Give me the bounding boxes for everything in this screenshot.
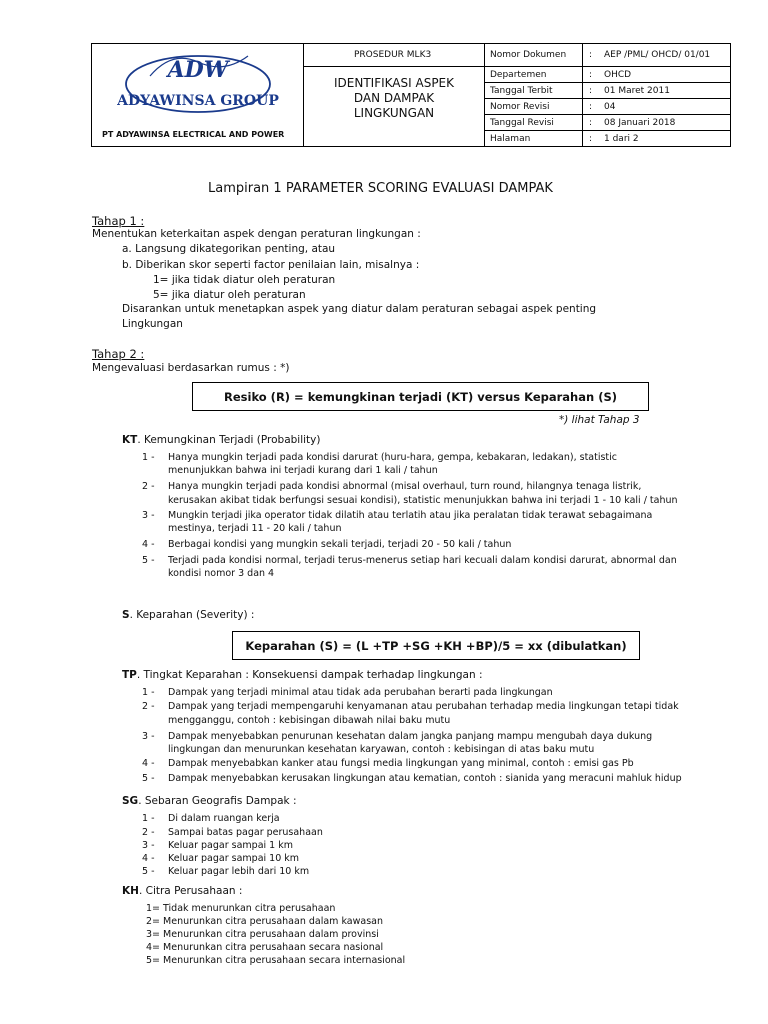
- tp-item-text: Dampak menyebabkan kerusakan lingkungan atau kematian, contoh : sianida yang meracuni mahluk hidup: [168, 773, 682, 784]
- kt-title: . Kemungkinan Terjadi (Probability): [137, 434, 321, 446]
- kh-item: 2= Menurunkan citra perusahaan dalam kawasan: [146, 916, 383, 927]
- kt-item-text: Mungkin terjadi jika operator tidak dilatih atau terlatih atau jika peralatan tidak terawat sebagaimana: [168, 510, 653, 521]
- sg-item-number: 3 -: [142, 840, 155, 851]
- kt-item-text: Hanya mungkin terjadi pada kondisi darurat (huru-hara, gempa, kebakaran, ledakan), statistic: [168, 452, 618, 463]
- title-line: LINGKUNGAN: [353, 106, 435, 120]
- page-heading: Lampiran 1 PARAMETER SCORING EVALUASI DAMPAK: [208, 181, 553, 196]
- kh-title: . Citra Perusahaan :: [138, 885, 243, 897]
- meta-label: Nomor Revisi: [490, 102, 550, 112]
- severity-heading: [122, 609, 254, 622]
- tp-abbr: TP: [122, 669, 137, 681]
- meta-label: Halaman: [490, 134, 531, 144]
- kh-item: 3= Menurunkan citra perusahaan dalam provinsi: [146, 929, 379, 940]
- kt-item-text: mestinya, terjadi 11 - 20 kali / tahun: [168, 523, 342, 534]
- meta-label: Tanggal Terbit: [490, 86, 553, 96]
- severity-formula-box: [232, 631, 640, 660]
- kt-item-text: Hanya mungkin terjadi pada kondisi abnormal (misal overhaul, turn round, hilangnya tenaga listrik,: [168, 481, 642, 492]
- kh-item: 5= Menurunkan citra perusahaan secara internasional: [146, 955, 406, 966]
- tahap2-title: Tahap 2 :: [92, 347, 145, 361]
- sg-item-number: 2 -: [142, 827, 155, 838]
- tp-item-text: lingkungan dan menurunkan kesehatan karyawan, contoh : kebisingan di atas baku mutu: [168, 744, 595, 755]
- meta-value: 08 Januari 2018: [604, 118, 676, 128]
- tahap1-option-b: b. Diberikan skor seperti factor penilaian lain, misalnya :: [122, 259, 420, 271]
- sg-item-text: Keluar pagar sampai 1 km: [168, 840, 293, 851]
- kt-item-text: Terjadi pada kondisi normal, terjadi terus-menerus setiap hari kecuali dalam kondisi darurat, abnormal dan: [168, 555, 677, 566]
- meta-value: OHCD: [604, 70, 632, 80]
- sg-item-number: 5 -: [142, 866, 155, 877]
- kh-item: 4= Menurunkan citra perusahaan secara nasional: [146, 942, 384, 953]
- tp-item-text: Dampak menyebabkan kanker atau fungsi media lingkungan yang minimal, contoh : emisi gas Pb: [168, 758, 634, 769]
- meta-colon: :: [589, 118, 593, 128]
- tp-item-number: 2 -: [142, 701, 155, 712]
- sg-item-number: 4 -: [142, 853, 155, 864]
- tahap1-title: Tahap 1 :: [92, 214, 145, 228]
- meta-colon: :: [589, 70, 593, 80]
- tahap2-intro: Mengevaluasi berdasarkan rumus : *): [92, 362, 290, 374]
- severity-formula: Keparahan (S) = (L +TP +SG +KH +BP)/5 = xx (dibulatkan): [245, 638, 627, 653]
- kt-item-text: Berbagai kondisi yang mungkin sekali terjadi, terjadi 20 - 50 kali / tahun: [168, 539, 512, 550]
- meta-colon: :: [589, 102, 593, 112]
- logo-text: ADW: [167, 57, 229, 83]
- procedure-label: PROSEDUR MLK3: [354, 50, 432, 60]
- logo-group-name: ADYAWINSA GROUP: [117, 93, 279, 109]
- kt-item-text: kondisi nomor 3 dan 4: [168, 568, 275, 579]
- tp-item-text: Dampak yang terjadi minimal atau tidak ada perubahan berarti pada lingkungan: [168, 687, 553, 698]
- kt-item-text: menunjukkan bahwa ini terjadi kurang dari 1 kali / tahun: [168, 465, 438, 476]
- sg-item-text: Di dalam ruangan kerja: [168, 813, 280, 824]
- kt-item-number: 1 -: [142, 452, 155, 463]
- tp-item-number: 1 -: [142, 687, 155, 698]
- meta-value: AEP /PML/ OHCD/ 01/01: [604, 50, 711, 60]
- kt-item-number: 4 -: [142, 539, 155, 550]
- sg-item-text: Sampai batas pagar perusahaan: [168, 827, 323, 838]
- tp-item-number: 4 -: [142, 758, 155, 769]
- sg-item-text: Keluar pagar sampai 10 km: [168, 853, 300, 864]
- document-title: [306, 76, 482, 121]
- severity-title: . Keparahan (Severity) :: [129, 609, 255, 621]
- kh-item: 1= Tidak menurunkan citra perusahaan: [146, 903, 336, 914]
- tahap1-option-a: a. Langsung dikategorikan penting, atau: [122, 243, 336, 255]
- meta-colon: :: [589, 134, 593, 144]
- tp-item-number: 5 -: [142, 773, 155, 784]
- meta-label: Nomor Dokumen: [490, 50, 567, 60]
- tahap1-note-cont: Lingkungan: [122, 318, 183, 330]
- kt-item-number: 2 -: [142, 481, 155, 492]
- tp-item-text: mengganggu, contoh : kebisingan dibawah nilai baku mutu: [168, 715, 451, 726]
- company-name: PT ADYAWINSA ELECTRICAL AND POWER: [102, 130, 285, 139]
- sg-item-number: 1 -: [142, 813, 155, 824]
- kt-abbr: KT: [122, 434, 138, 446]
- sg-abbr: SG: [122, 795, 139, 807]
- risk-formula: Resiko (R) = kemungkinan terjadi (KT) versus Keparahan (S): [224, 389, 617, 404]
- tp-item-text: Dampak menyebabkan penurunan kesehatan dalam jangka panjang mampu mengubah daya dukung: [168, 731, 653, 742]
- tahap1-score-1: 1= jika tidak diatur oleh peraturan: [153, 274, 336, 286]
- meta-value: 01 Maret 2011: [604, 86, 670, 96]
- sg-item-text: Keluar pagar lebih dari 10 km: [168, 866, 310, 877]
- sg-title: . Sebaran Geografis Dampak :: [138, 795, 297, 807]
- severity-abbr: S: [122, 609, 130, 621]
- kh-heading: [122, 885, 242, 898]
- tp-item-text: Dampak yang terjadi mempengaruhi kenyamanan atau perubahan terhadap media lingkungan tetapi tidak: [168, 701, 679, 712]
- title-line: DAN DAMPAK: [353, 91, 435, 105]
- meta-colon: :: [589, 86, 593, 96]
- tahap1-score-5: 5= jika diatur oleh peraturan: [153, 289, 306, 301]
- tp-heading: [122, 669, 483, 682]
- kt-item-number: 3 -: [142, 510, 155, 521]
- tahap1-note: Disarankan untuk menetapkan aspek yang diatur dalam peraturan sebagai aspek penting: [122, 303, 597, 315]
- sg-heading: [122, 795, 297, 808]
- document-header: [91, 43, 731, 147]
- tahap1-intro: Menentukan keterkaitan aspek dengan peraturan lingkungan :: [92, 228, 421, 240]
- risk-formula-box: [192, 382, 649, 411]
- tahap2-footnote: *) lihat Tahap 3: [559, 414, 640, 426]
- meta-value: 04: [604, 102, 616, 112]
- meta-colon: :: [589, 50, 593, 60]
- kt-heading: [122, 434, 320, 447]
- kt-item-text: kerusakan akibat tidak berfungsi sesuai kondisi), statistic menunjukkan bahwa ini terjadi 1 - 10 kali / tahun: [168, 495, 678, 506]
- title-line: IDENTIFIKASI ASPEK: [334, 76, 454, 90]
- meta-value: 1 dari 2: [604, 134, 639, 144]
- tp-title: . Tingkat Keparahan : Konsekuensi dampak terhadap lingkungan :: [136, 669, 483, 681]
- kt-item-number: 5 -: [142, 555, 155, 566]
- meta-label: Departemen: [490, 70, 547, 80]
- adw-logo-icon: [92, 44, 304, 128]
- kh-abbr: KH: [122, 885, 139, 897]
- tp-item-number: 3 -: [142, 731, 155, 742]
- meta-label: Tanggal Revisi: [490, 118, 554, 128]
